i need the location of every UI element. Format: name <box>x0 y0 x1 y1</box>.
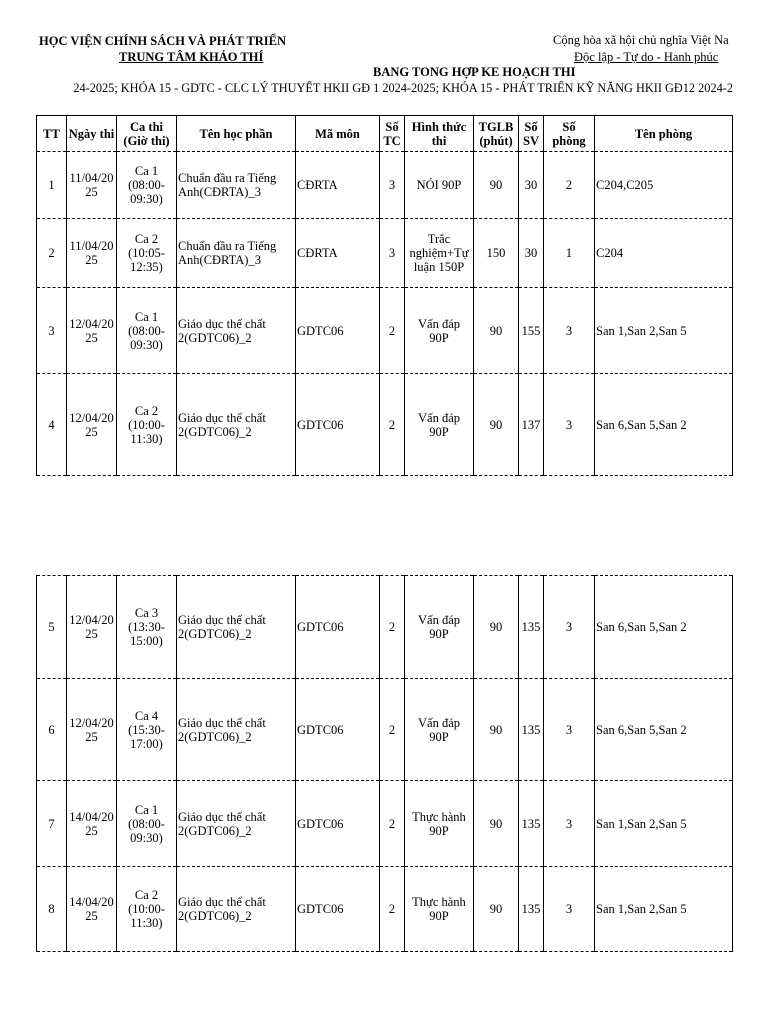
cell-exam-format <box>405 374 474 476</box>
cell-student-count: 30 <box>519 219 544 288</box>
cell-course-line1: Giáo dục thể chất <box>178 316 266 331</box>
cell-format-line1: Trắc <box>427 232 451 246</box>
cell-credits: 3 <box>380 219 405 288</box>
cell-exam-format <box>405 288 474 374</box>
header-duration-line1: TGLB <box>478 119 514 134</box>
cell-room-count: 3 <box>544 679 595 781</box>
cell-course-line2: 2(GDTC06)_2 <box>178 627 252 641</box>
cell-exam-date-line2: 25 <box>85 909 98 923</box>
cell-exam-date <box>67 867 117 952</box>
cell-shift-line3: 09:30) <box>130 192 163 206</box>
cell-exam-date <box>67 288 117 374</box>
cell-course-name <box>177 374 296 476</box>
cell-course-code: CĐRTA <box>296 219 380 288</box>
cell-format-line2: 90P <box>429 729 449 744</box>
cell-course-line1: Giáo dục thể chất <box>178 715 266 730</box>
cell-format-line2: 90P <box>429 424 449 439</box>
header-exam-format <box>405 116 474 152</box>
cell-course-code: GDTC06 <box>296 679 380 781</box>
header-exam-shift-line2: (Giờ thi) <box>123 133 170 148</box>
cell-course-line2: 2(GDTC06)_2 <box>178 909 252 923</box>
header-room-names: Tên phòng <box>595 116 733 152</box>
cell-course-line2: 2(GDTC06)_2 <box>178 424 252 439</box>
cell-shift-line2: (15:30- <box>128 722 165 737</box>
cell-shift-line1: Ca 2 <box>134 403 159 418</box>
cell-credits: 2 <box>380 679 405 781</box>
cell-credits: 2 <box>380 867 405 952</box>
cell-course-name <box>177 152 296 219</box>
cell-shift-line2: (10:00- <box>128 417 165 432</box>
header-exam-date: Ngày thi <box>67 116 117 152</box>
cell-room-names: C204 <box>595 219 733 288</box>
national-title: Cộng hòa xã hội chủ nghĩa Việt Na <box>553 33 729 47</box>
organization-name: HỌC VIỆN CHÍNH SÁCH VÀ PHÁT TRIỂN <box>39 34 287 48</box>
exam-schedule-table-part-2 <box>36 575 733 952</box>
header-student-count-line2: SV <box>523 133 539 148</box>
cell-room-names: San 1,San 2,San 5 <box>595 867 733 952</box>
header-student-count-line1: Số <box>524 119 538 134</box>
cell-shift-line1: Ca 4 <box>134 708 159 723</box>
cell-exam-format <box>405 867 474 952</box>
cell-course-code: GDTC06 <box>296 576 380 679</box>
cell-shift-line3: 15:00) <box>130 634 163 648</box>
cell-exam-format <box>405 219 474 288</box>
cell-room-names: San 6,San 5,San 2 <box>595 374 733 476</box>
cell-format-line2: 90P <box>429 330 449 345</box>
cell-duration: 90 <box>474 288 519 374</box>
cell-format-line2: 90P <box>429 627 449 641</box>
cell-shift-line2: (08:00- <box>128 816 165 831</box>
cell-duration: 150 <box>474 219 519 288</box>
cell-course-line1: Chuẩn đầu ra Tiếng <box>178 239 277 253</box>
cell-tt: 1 <box>37 152 67 219</box>
cell-room-names: San 1,San 2,San 5 <box>595 288 733 374</box>
cell-format-line1: Thực hành <box>412 895 466 909</box>
cell-format-line1: Vấn đáp <box>418 316 460 331</box>
cell-exam-date-line2: 25 <box>85 627 98 641</box>
cell-exam-date <box>67 679 117 781</box>
header-duration-line2: (phút) <box>479 133 513 148</box>
cell-shift-line1: Ca 1 <box>134 309 159 324</box>
cell-shift-line2: (13:30- <box>128 620 165 634</box>
cell-course-line1: Giáo dục thể chất <box>178 410 266 425</box>
cell-course-name <box>177 576 296 679</box>
cell-tt: 5 <box>37 576 67 679</box>
cell-duration: 90 <box>474 374 519 476</box>
cell-student-count: 30 <box>519 152 544 219</box>
cell-room-names: C204,C205 <box>595 152 733 219</box>
cell-exam-date-line1: 11/04/20 <box>69 239 114 253</box>
cell-course-line2: 2(GDTC06)_2 <box>178 729 252 744</box>
document-title: BANG TONG HỢP KE HOẠCH THI <box>373 65 576 79</box>
cell-exam-format <box>405 679 474 781</box>
cell-course-name <box>177 781 296 867</box>
cell-exam-date-line2: 25 <box>85 253 98 267</box>
cell-shift-line1: Ca 2 <box>134 232 159 246</box>
cell-room-count: 3 <box>544 288 595 374</box>
cell-course-code: GDTC06 <box>296 288 380 374</box>
cell-format-line2: 90P <box>429 823 449 838</box>
cell-student-count: 135 <box>519 576 544 679</box>
header-exam-shift <box>117 116 177 152</box>
cell-exam-date <box>67 374 117 476</box>
cell-shift-line3: 17:00) <box>130 736 163 751</box>
cell-format-line3: luận 150P <box>413 260 465 274</box>
cell-student-count: 135 <box>519 781 544 867</box>
cell-course-name <box>177 288 296 374</box>
cell-course-line1: Chuẩn đầu ra Tiếng <box>178 171 277 185</box>
cell-exam-shift <box>117 374 177 476</box>
cell-room-count: 3 <box>544 576 595 679</box>
cell-course-code: GDTC06 <box>296 781 380 867</box>
table-row <box>37 219 733 288</box>
cell-course-name <box>177 219 296 288</box>
table-row <box>37 679 733 781</box>
cell-shift-line3: 09:30) <box>130 830 163 845</box>
cell-room-count: 1 <box>544 219 595 288</box>
header-exam-shift-line1: Ca thi <box>130 119 163 134</box>
header-course-name: Tên học phần <box>177 116 296 152</box>
cell-exam-shift <box>117 781 177 867</box>
cell-shift-line2: (10:00- <box>128 902 165 916</box>
table-row <box>37 288 733 374</box>
cell-format-line1: Vấn đáp <box>418 715 460 730</box>
cell-exam-date-line1: 12/04/20 <box>69 613 114 627</box>
cell-room-count: 3 <box>544 781 595 867</box>
cell-shift-line1: Ca 1 <box>134 164 159 178</box>
cell-course-line1: Giáo dục thể chất <box>178 895 266 909</box>
cell-course-name <box>177 867 296 952</box>
cell-student-count: 155 <box>519 288 544 374</box>
cell-shift-line2: (08:00- <box>128 323 165 338</box>
cell-course-line2: Anh(CĐRTA)_3 <box>178 185 261 199</box>
header-credits-line1: Số <box>385 119 399 134</box>
table-row <box>37 781 733 867</box>
header-course-code: Mã môn <box>296 116 380 152</box>
cell-format-line1: Vấn đáp <box>418 410 460 425</box>
cell-room-count: 3 <box>544 374 595 476</box>
cell-credits: 2 <box>380 288 405 374</box>
cell-exam-date-line1: 12/04/20 <box>69 316 114 331</box>
cell-exam-shift <box>117 867 177 952</box>
cell-exam-shift <box>117 679 177 781</box>
header-credits-line2: TC <box>383 133 401 148</box>
cell-duration: 90 <box>474 867 519 952</box>
cell-format-line1: Vấn đáp <box>418 613 460 627</box>
table-row <box>37 374 733 476</box>
cell-student-count: 135 <box>519 679 544 781</box>
exam-schedule-table-part-1 <box>36 115 733 476</box>
cell-exam-date-line1: 11/04/20 <box>69 171 114 185</box>
cell-shift-line3: 09:30) <box>130 337 163 352</box>
subtitle-text: 24-2025; KHÓA 15 - GDTC - CLC LÝ THUYẾT HKII GĐ 1 2024-2025; KHÓA 15 - PHÁT TRIỂN KỸ NĂNG HKII GĐ12 2024-2 <box>73 81 733 95</box>
cell-credits: 2 <box>380 374 405 476</box>
cell-exam-shift <box>117 288 177 374</box>
cell-course-line1: Giáo dục thể chất <box>178 613 266 627</box>
cell-exam-date-line1: 14/04/20 <box>69 809 114 824</box>
cell-exam-format <box>405 781 474 867</box>
cell-tt: 3 <box>37 288 67 374</box>
cell-format-line2: 90P <box>429 909 449 923</box>
cell-course-line2: Anh(CĐRTA)_3 <box>178 253 261 267</box>
national-motto: Độc lập - Tự do - Hanh phúc <box>574 50 719 64</box>
header-credits <box>380 116 405 152</box>
cell-course-name <box>177 679 296 781</box>
header-student-count <box>519 116 544 152</box>
cell-exam-format <box>405 576 474 679</box>
cell-shift-line2: (10:05- <box>128 246 165 260</box>
cell-exam-date <box>67 152 117 219</box>
cell-duration: 90 <box>474 152 519 219</box>
cell-shift-line2: (08:00- <box>128 178 165 192</box>
header-room-count-line2: phòng <box>552 133 586 148</box>
table-row <box>37 152 733 219</box>
cell-exam-shift <box>117 152 177 219</box>
cell-exam-date-line2: 25 <box>85 823 98 838</box>
cell-shift-line1: Ca 3 <box>134 606 159 620</box>
cell-format-line1: Thực hành <box>412 809 466 824</box>
cell-tt: 8 <box>37 867 67 952</box>
cell-exam-date-line1: 12/04/20 <box>69 715 114 730</box>
cell-course-code: GDTC06 <box>296 867 380 952</box>
cell-tt: 4 <box>37 374 67 476</box>
cell-tt: 7 <box>37 781 67 867</box>
cell-course-line2: 2(GDTC06)_2 <box>178 823 252 838</box>
header-exam-format-line2: thi <box>431 133 447 148</box>
cell-course-line1: Giáo dục thể chất <box>178 809 266 824</box>
cell-shift-line3: 12:35) <box>130 260 163 274</box>
cell-exam-date-line1: 12/04/20 <box>69 410 114 425</box>
cell-exam-date <box>67 219 117 288</box>
cell-shift-line3: 11:30) <box>130 431 163 446</box>
cell-credits: 2 <box>380 781 405 867</box>
cell-duration: 90 <box>474 576 519 679</box>
cell-format-line2: nghiệm+Tự <box>409 246 469 260</box>
cell-exam-date-line2: 25 <box>85 729 98 744</box>
cell-course-line2: 2(GDTC06)_2 <box>178 330 252 345</box>
cell-exam-date-line2: 25 <box>85 330 98 345</box>
cell-exam-date-line2: 25 <box>85 424 98 439</box>
cell-room-names: San 1,San 2,San 5 <box>595 781 733 867</box>
cell-student-count: 135 <box>519 867 544 952</box>
cell-shift-line1: Ca 2 <box>134 888 159 902</box>
header-room-count <box>544 116 595 152</box>
cell-shift-line3: 11:30) <box>130 916 163 930</box>
table-row <box>37 576 733 679</box>
table-header-row <box>37 116 733 152</box>
cell-exam-shift <box>117 576 177 679</box>
header-tt: TT <box>37 116 67 152</box>
cell-student-count: 137 <box>519 374 544 476</box>
cell-course-code: GDTC06 <box>296 374 380 476</box>
cell-format-line1: NÓI 90P <box>416 178 462 192</box>
cell-credits: 3 <box>380 152 405 219</box>
cell-duration: 90 <box>474 679 519 781</box>
cell-course-code: CĐRTA <box>296 152 380 219</box>
header-exam-format-line1: Hình thức <box>411 119 467 134</box>
cell-room-count: 2 <box>544 152 595 219</box>
cell-tt: 6 <box>37 679 67 781</box>
header-room-count-line1: Số <box>562 119 576 134</box>
cell-room-names: San 6,San 5,San 2 <box>595 679 733 781</box>
cell-exam-date <box>67 576 117 679</box>
department-name: TRUNG TÂM KHẢO THÍ <box>119 50 264 64</box>
cell-exam-shift <box>117 219 177 288</box>
cell-credits: 2 <box>380 576 405 679</box>
cell-room-names: San 6,San 5,San 2 <box>595 576 733 679</box>
header-duration <box>474 116 519 152</box>
table-row <box>37 867 733 952</box>
cell-duration: 90 <box>474 781 519 867</box>
cell-tt: 2 <box>37 219 67 288</box>
cell-exam-date <box>67 781 117 867</box>
cell-exam-date-line1: 14/04/20 <box>69 895 114 909</box>
cell-room-count: 3 <box>544 867 595 952</box>
cell-exam-format <box>405 152 474 219</box>
cell-exam-date-line2: 25 <box>85 185 98 199</box>
cell-shift-line1: Ca 1 <box>134 802 159 817</box>
document-subtitle <box>0 81 733 96</box>
